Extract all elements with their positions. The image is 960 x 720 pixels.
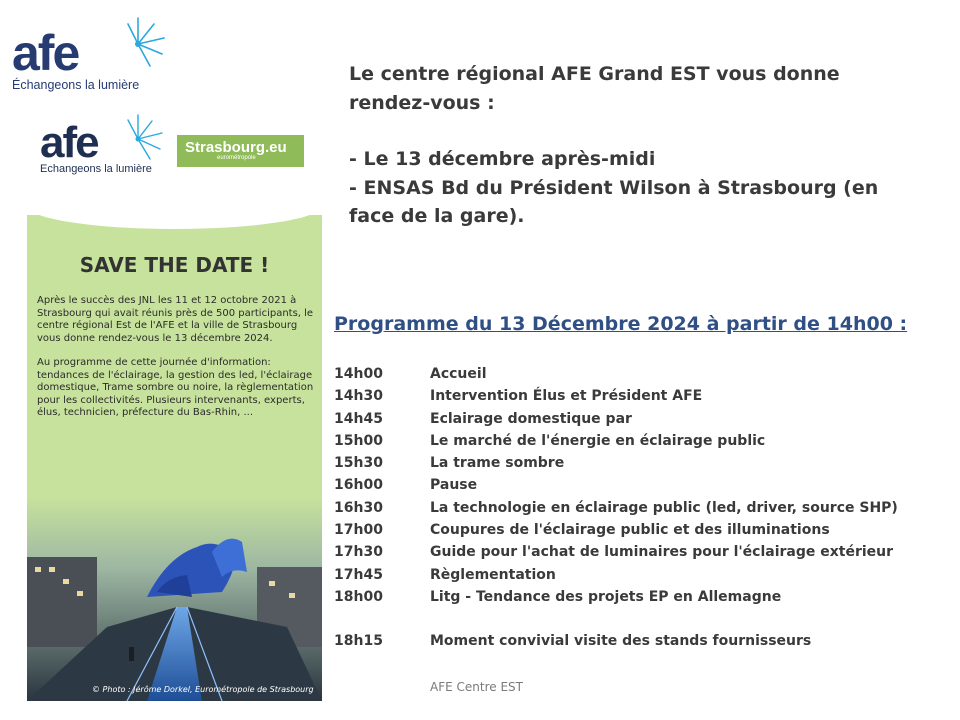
event-flyer: [27, 103, 322, 701]
schedule-row: [334, 411, 934, 433]
photo-credit: © Photo : Jérôme Dorkel, Eurométropole de Strasbourg: [92, 685, 314, 694]
afe-logo: [12, 14, 162, 94]
schedule-label: Le marché de l'énergie en éclairage public: [430, 432, 766, 449]
schedule-label: La technologie en éclairage public (led, driver, source SHP): [430, 499, 898, 516]
schedule-row: [334, 633, 934, 655]
schedule-time: 17h30: [334, 544, 383, 561]
schedule-row: [334, 567, 934, 589]
schedule-time: 18h00: [334, 588, 383, 605]
schedule-label: Pause: [430, 477, 478, 494]
strasbourg-logo-sub: eurométropole: [217, 155, 256, 161]
strasbourg-logo: [177, 135, 304, 167]
schedule-label: Eclairage domestique par: [430, 410, 632, 427]
intro-text: [349, 60, 939, 231]
intro-line-1: Le centre régional AFE Grand EST vous donne: [349, 63, 840, 85]
night-photo: [27, 497, 322, 701]
schedule-row: [334, 455, 934, 477]
programme-title: Programme du 13 Décembre 2024 à partir de 14h00 :: [334, 313, 908, 335]
schedule-label: Guide pour l'achat de luminaires pour l'éclairage extérieur: [430, 544, 894, 561]
afe-logo-tagline: Échangeons la lumière: [12, 78, 140, 92]
afe-logo-word: afe: [12, 25, 79, 81]
flyer-logo-band: [27, 103, 322, 213]
schedule-label: La trame sombre: [430, 455, 565, 472]
schedule-time: 15h30: [334, 455, 383, 472]
schedule-row: [334, 366, 934, 388]
schedule-label: Règlementation: [430, 566, 556, 583]
flyer-paragraph-1: Après le succès des JNL les 11 et 12 octobre 2021 à Strasbourg qui avait réunis près de 500 participants, le centre régional Est de l'AFE et la ville de Strasbourg vous donne rendez-vous le 13 décembre 2024.: [37, 295, 314, 344]
schedule-time: 16h00: [334, 477, 383, 494]
slide-footer: AFE Centre EST: [430, 680, 523, 694]
intro-line-2: rendez-vous :: [349, 91, 495, 114]
schedule-row: [334, 388, 934, 410]
schedule-row: [334, 477, 934, 499]
schedule-row: [334, 500, 934, 522]
schedule-row: [334, 433, 934, 455]
schedule-row: [334, 589, 934, 611]
schedule-label: Intervention Élus et Président AFE: [430, 388, 703, 405]
schedule-row: [334, 544, 934, 566]
flyer-text: [37, 295, 317, 432]
night-bridge-illustration: [27, 497, 322, 701]
schedule-row: [334, 522, 934, 544]
intro-line-3: - Le 13 décembre après-midi: [349, 148, 656, 170]
schedule-time: 16h30: [334, 499, 383, 516]
schedule-time: 18h15: [334, 633, 383, 650]
schedule-time: 17h00: [334, 522, 383, 539]
schedule-list: [334, 366, 934, 656]
schedule-time: 14h00: [334, 366, 383, 382]
flyer-body: [27, 215, 322, 701]
intro-line-4: - ENSAS Bd du Président Wilson à Strasbourg (en: [349, 176, 879, 199]
flyer-afe-tagline: Echangeons la lumière: [40, 163, 152, 175]
save-the-date-heading: SAVE THE DATE !: [79, 253, 270, 277]
schedule-time: 15h00: [334, 432, 383, 449]
intro-line-5: face de la gare).: [349, 205, 525, 227]
schedule-label: Accueil: [430, 366, 487, 382]
schedule-label: Moment convivial visite des stands fournisseurs: [430, 633, 812, 650]
strasbourg-logo-name: Strasbourg.eu: [185, 139, 287, 156]
schedule-label: Litg - Tendance des projets EP en Allemagne: [430, 588, 782, 605]
schedule-time: 14h30: [334, 388, 383, 405]
flyer-afe-word: afe: [40, 118, 98, 167]
schedule-label: Coupures de l'éclairage public et des illuminations: [430, 522, 830, 539]
schedule-time: 17h45: [334, 566, 383, 583]
flyer-star-icon: [122, 111, 172, 163]
schedule-time: 14h45: [334, 410, 383, 427]
flyer-paragraph-2: Au programme de cette journée d'information: tendances de l'éclairage, la gestion des led, l'éclairage domestique, Trame sombre ou noire, la règlementation pour les collectivités. Plusieurs intervenants, experts, élus, technicien, préfecture du Bas-Rhin, ...: [37, 357, 314, 418]
star-burst-icon: [120, 14, 172, 72]
